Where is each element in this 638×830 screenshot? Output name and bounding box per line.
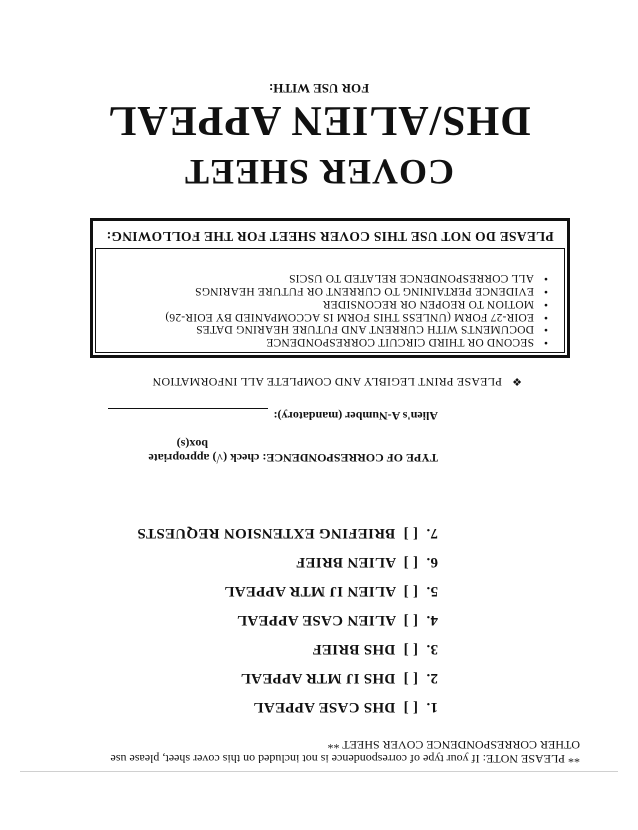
option-alien-brief[interactable]: 6. [ ] ALIEN BRIEF xyxy=(295,554,438,570)
checkbox: [ ] xyxy=(403,699,419,715)
warning-list xyxy=(165,272,548,348)
option-dhs-ij-mtr-appeal[interactable]: 2. [ ] DHS IJ MTR APPEAL xyxy=(240,670,438,686)
option-dhs-brief[interactable]: 3. [ ] DHS BRIEF xyxy=(312,641,438,657)
correspondence-type-heading: TYPE OF CORRESPONDENCE: check (√) appropriate box(s) xyxy=(148,437,438,465)
alien-number-field[interactable] xyxy=(108,408,268,421)
list-item: •SECOND OR THIRD CIRCUIT CORRESPONDENCE xyxy=(266,336,548,348)
option-alien-case-appeal[interactable]: 4. [ ] ALIEN CASE APPEAL xyxy=(236,612,438,628)
list-item: •MOTION TO REOPEN OR RECONSIDER xyxy=(322,297,548,310)
checkbox: [ ] xyxy=(403,583,419,599)
option-alien-ij-mtr-appeal[interactable]: 5. [ ] ALIEN IJ MTR APPEAL xyxy=(224,583,438,599)
note-line-2: OTHER CORRESPONDENCE COVER SHEET ** xyxy=(327,738,580,752)
checkbox: [ ] xyxy=(403,554,419,570)
list-item: •EVIDENCE PERTAINING TO CURRENT OR FUTURE HEARINGS xyxy=(194,285,548,298)
for-use-with-label: FOR USE WITH: xyxy=(268,81,370,96)
checkbox: [ ] xyxy=(403,670,419,686)
checkbox: [ ] xyxy=(403,641,419,657)
warning-heading: PLEASE DO NOT USE THIS COVER SHEET FOR THE FOLLOWING: xyxy=(106,229,554,244)
option-briefing-extension-requests[interactable]: 7. [ ] BRIEFING EXTENSION REQUESTS xyxy=(137,525,438,541)
option-dhs-case-appeal[interactable]: 1. [ ] DHS CASE APPEAL xyxy=(253,699,438,715)
title-dhs-alien-appeal: DHS/ALIEN APPEAL xyxy=(107,97,531,143)
alien-number-row xyxy=(108,408,438,423)
list-item: •ALL CORRESPONDENCE RELATED TO USCIS xyxy=(288,272,548,285)
list-item: •DOCUMENTS WITH CURRENT AND FUTURE HEARING DATES xyxy=(195,323,548,336)
diamond-bullet-icon: ❖ xyxy=(511,375,522,387)
scan-speck-line xyxy=(20,771,618,772)
print-legibly-instruction: ❖PLEASE PRINT LEGIBLY AND COMPLETE ALL INFORMATION xyxy=(152,375,522,389)
checkbox: [ ] xyxy=(403,525,419,541)
list-item: •EOIR-27 FORM (UNLESS THIS FORM IS ACCOMPANIED BY EOIR-26) xyxy=(165,310,548,323)
title-cover-sheet: COVER SHEET xyxy=(183,152,455,192)
note-line-1: ** PLEASE NOTE: If your type of correspondence is not included on this cover sheet, please use xyxy=(110,752,580,766)
alien-number-label: Alien's A-Number (mandatory): xyxy=(273,409,438,423)
please-note xyxy=(60,738,580,766)
checkbox: [ ] xyxy=(403,612,419,628)
